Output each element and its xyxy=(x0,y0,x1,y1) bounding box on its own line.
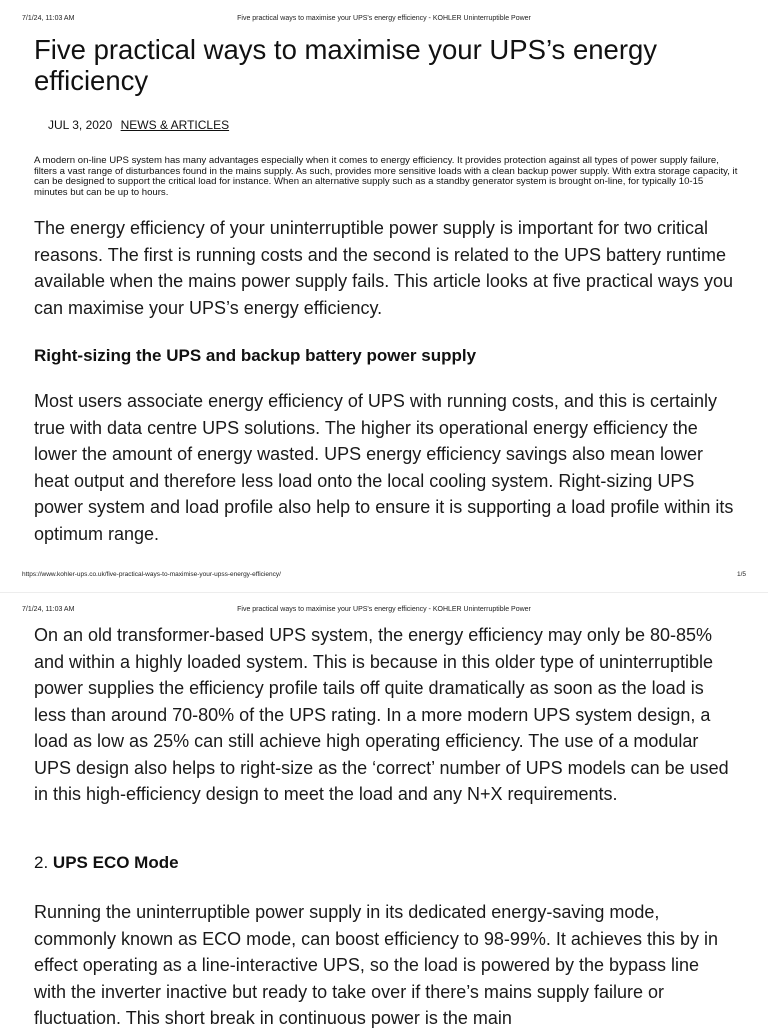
print-url: https://www.kohler-ups.co.uk/five-practical-ways-to-maximise-your-upss-energy-efficiency/ xyxy=(22,571,281,578)
section2-number: 2. xyxy=(34,853,49,872)
section1-p2-block xyxy=(34,622,734,808)
section1-heading: Right-sizing the UPS and backup battery power supply xyxy=(34,346,477,365)
article-intro: A modern on-line UPS system has many advantages especially when it comes to energy efficiency. It provides protection against all types of power supply failure, filters a vast range of disturbances found in the mains supply. As such, provides more sensitive loads with a clean backup power supply. With extra storage capacity, it can be designed to support the critical load for instance. When an alternative supply such as a standby generator system is brought on-line, for typically 10-15 minutes but can be up to hours. xyxy=(34,155,738,198)
lead-block xyxy=(34,215,734,321)
section2-heading-block xyxy=(34,852,734,874)
section2-paragraph-1: Running the uninterruptible power supply in its dedicated energy-saving mode, commonly known as ECO mode, can boost efficiency to 98-99%. It achieves this by in effect operating as a line-interactive UPS, so the load is powered by the bypass line with the inverter inactive but ready to take over if there’s mains supply failure or fluctuation. This short break in continuous power is the main xyxy=(34,902,718,1028)
section1-heading-block xyxy=(34,345,734,367)
print-timestamp: 7/1/24, 11:03 AM xyxy=(22,15,75,22)
article-meta xyxy=(48,118,229,132)
print-page-number: 1/5 xyxy=(736,571,746,578)
article-date: JUL 3, 2020 xyxy=(48,118,113,132)
section2-p1-block xyxy=(34,899,734,1032)
section1-paragraph-1: Most users associate energy efficiency of UPS with running costs, and this is certainly true with data centre UPS solutions. The higher its operational energy efficiency the lower the amount of energy wasted. UPS energy efficiency savings also mean lower heat output and therefore less load onto the local cooling system. Right-sizing UPS power system and load profile also help to ensure it is supporting a load profile within its optimum range. xyxy=(34,391,734,544)
category-link[interactable]: NEWS & ARTICLES xyxy=(120,118,230,132)
page-separator xyxy=(0,592,768,593)
section1-paragraph-2: On an old transformer-based UPS system, the energy efficiency may only be 80-85% and within a highly loaded system. This is because in this older type of uninterruptible power supplies the efficiency profile tails off quite dramatically as soon as the load is less than around 70-80% of the UPS rating. In a more modern UPS system design, a load as low as 25% can still achieve high operating efficiency. The use of a modular UPS design also helps to right-size as the ‘correct’ number of UPS models can be used in this high-efficiency design to meet the load and any N+X requirements. xyxy=(34,625,729,804)
article-header xyxy=(34,34,734,96)
section2-heading xyxy=(34,852,734,874)
print-doc-title: Five practical ways to maximise your UPS's energy efficiency - KOHLER Uninterruptible Power xyxy=(237,606,531,613)
lead-paragraph: The energy efficiency of your uninterruptible power supply is important for two critical reasons. The first is running costs and the second is related to the UPS battery runtime available when the mains power supply fails. This article looks at five practical ways you can maximise your UPS’s energy efficiency. xyxy=(34,218,733,318)
section1-p1-block xyxy=(34,388,734,547)
section2-title: UPS ECO Mode xyxy=(52,853,179,872)
article-title: Five practical ways to maximise your UPS’s energy efficiency xyxy=(34,34,658,96)
print-timestamp: 7/1/24, 11:03 AM xyxy=(22,606,75,613)
print-doc-title: Five practical ways to maximise your UPS's energy efficiency - KOHLER Uninterruptible Power xyxy=(237,15,531,22)
